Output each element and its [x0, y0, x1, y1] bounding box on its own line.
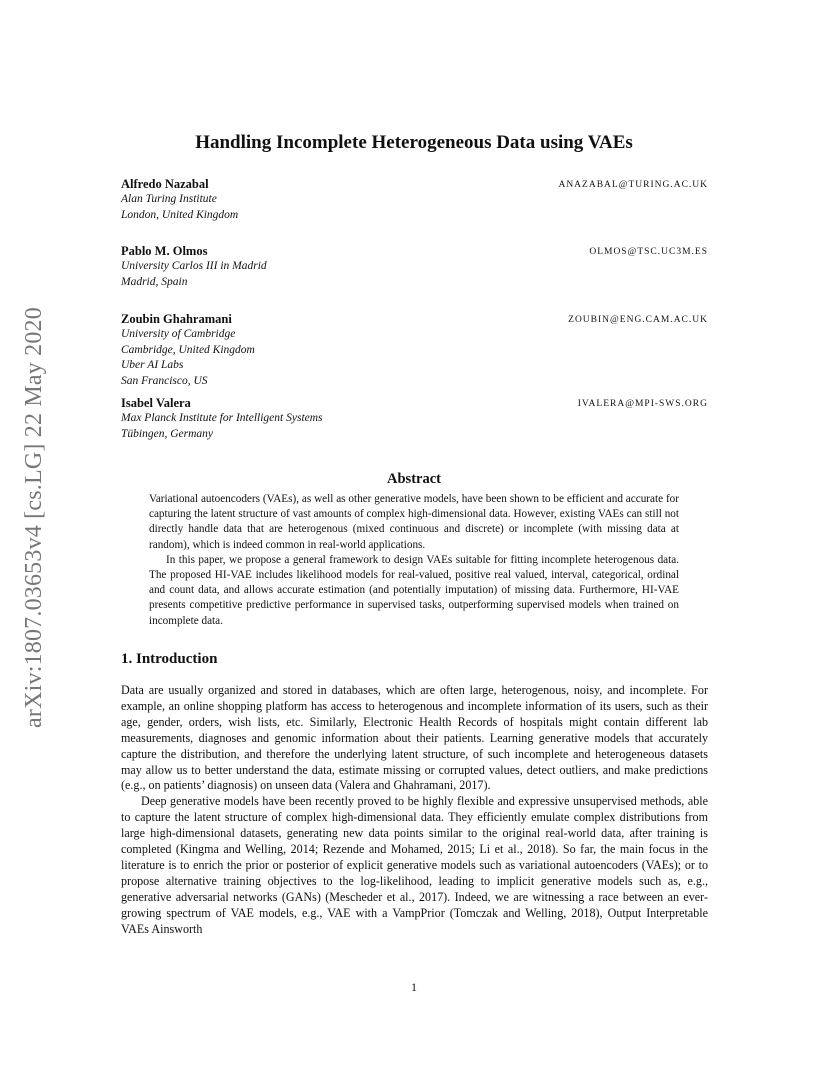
abstract-paragraph: In this paper, we propose a general framework to design VAEs suitable for fitting incomplete heterogenous data. The proposed HI-VAE includes likelihood models for real-valued, positive real valued, interval, categorical, ordinal and count data, and allows accurate estimation (and potentially imputation) of missing data. Furthermore, HI-VAE presents competitive predictive performance in supervised tasks, outperforming supervised models when trained on incomplete data.	[149, 553, 679, 627]
section-heading-introduction: 1. Introduction	[121, 651, 218, 667]
author-name: Isabel Valera	[121, 396, 191, 410]
author-affiliation: Tübingen, Germany	[121, 427, 213, 440]
author-email: ANAZABAL@TURING.AC.UK	[558, 180, 708, 190]
author-email: OLMOS@TSC.UC3M.ES	[589, 247, 708, 257]
arxiv-identifier-text: arXiv:1807.03653v4 [cs.LG] 22 May 2020	[20, 306, 47, 728]
author-affiliation: London, United Kingdom	[121, 208, 239, 221]
abstract-heading: Abstract	[387, 471, 441, 487]
author-email: IVALERA@MPI-SWS.ORG	[577, 399, 708, 409]
introduction-body	[121, 683, 708, 938]
author-affiliation: Madrid, Spain	[121, 275, 188, 288]
author-affiliation: Uber AI Labs	[121, 359, 184, 371]
author-affiliation: Max Planck Institute for Intelligent Systems	[121, 412, 323, 424]
author-name: Zoubin Ghahramani	[121, 312, 232, 326]
author-affiliation: San Francisco, US	[121, 374, 208, 387]
author-affiliation: University Carlos III in Madrid	[121, 260, 267, 272]
author-affiliation: University of Cambridge	[121, 328, 236, 340]
author-name: Pablo M. Olmos	[121, 244, 208, 258]
body-paragraph: Deep generative models have been recently proved to be highly flexible and expressive unsupervised methods, able to capture the latent structure of complex high-dimensional data. They efficiently emulate complex distributions from large high-dimensional datasets, generating new data points similar to the original real-world data, after training is completed (Kingma and Welling, 2014; Rezende and Mohamed, 2015; Li et al., 2018). So far, the main focus in the literature is to enrich the prior or posterior of explicit generative models such as variational autoencoders (VAEs); or to propose alternative training objectives to the log-likelihood, leading to implicit generative models such as, e.g., generative adversarial networks (GANs) (Mescheder et al., 2017). Indeed, we are witnessing a race between an ever-growing spectrum of VAE models, e.g., VAE with a VampPrior (Tomczak and Welling, 2018), Output Interpretable VAEs Ainsworth	[121, 794, 708, 936]
author-block	[121, 243, 708, 290]
page-number: 1	[411, 980, 417, 994]
author-affiliation: Cambridge, United Kingdom	[121, 343, 255, 356]
author-block	[121, 176, 708, 223]
author-email: ZOUBIN@ENG.CAM.AC.UK	[568, 315, 708, 325]
abstract-paragraph: Variational autoencoders (VAEs), as well as other generative models, have been shown to be efficient and accurate for capturing the latent structure of vast amounts of complex high-dimensional data. However, existing VAEs can still not directly handle data that are heterogenous (mixed continuous and discrete) or incomplete (with missing data at random), which is indeed common in real-world applications.	[149, 493, 679, 551]
author-name: Alfredo Nazabal	[121, 177, 209, 191]
author-block	[121, 395, 708, 442]
author-block	[121, 311, 708, 389]
abstract-body	[149, 492, 679, 629]
author-affiliation: Alan Turing Institute	[121, 193, 217, 205]
body-paragraph: Data are usually organized and stored in databases, which are often large, heterogenous, noisy, and incomplete. For example, an online shopping platform has access to heterogenous and incomplete information of its users, such as their age, gender, orders, wish lists, etc. Similarly, Electronic Health Records of hospitals might contain different lab measurements, diagnoses and genomic information about their patients. Learning generative models that accurately capture the distribution, and therefore the underlying latent structure, of such incomplete and heterogeneous datasets may allow us to better understand the data, estimate missing or corrupted values, detect outliers, and make predictions (e.g., on patients’ diagnosis) on unseen data (Valera and Ghahramani, 2017).	[121, 683, 708, 793]
paper-title: Handling Incomplete Heterogeneous Data using VAEs	[195, 132, 633, 153]
arxiv-identifier	[12, 272, 56, 762]
